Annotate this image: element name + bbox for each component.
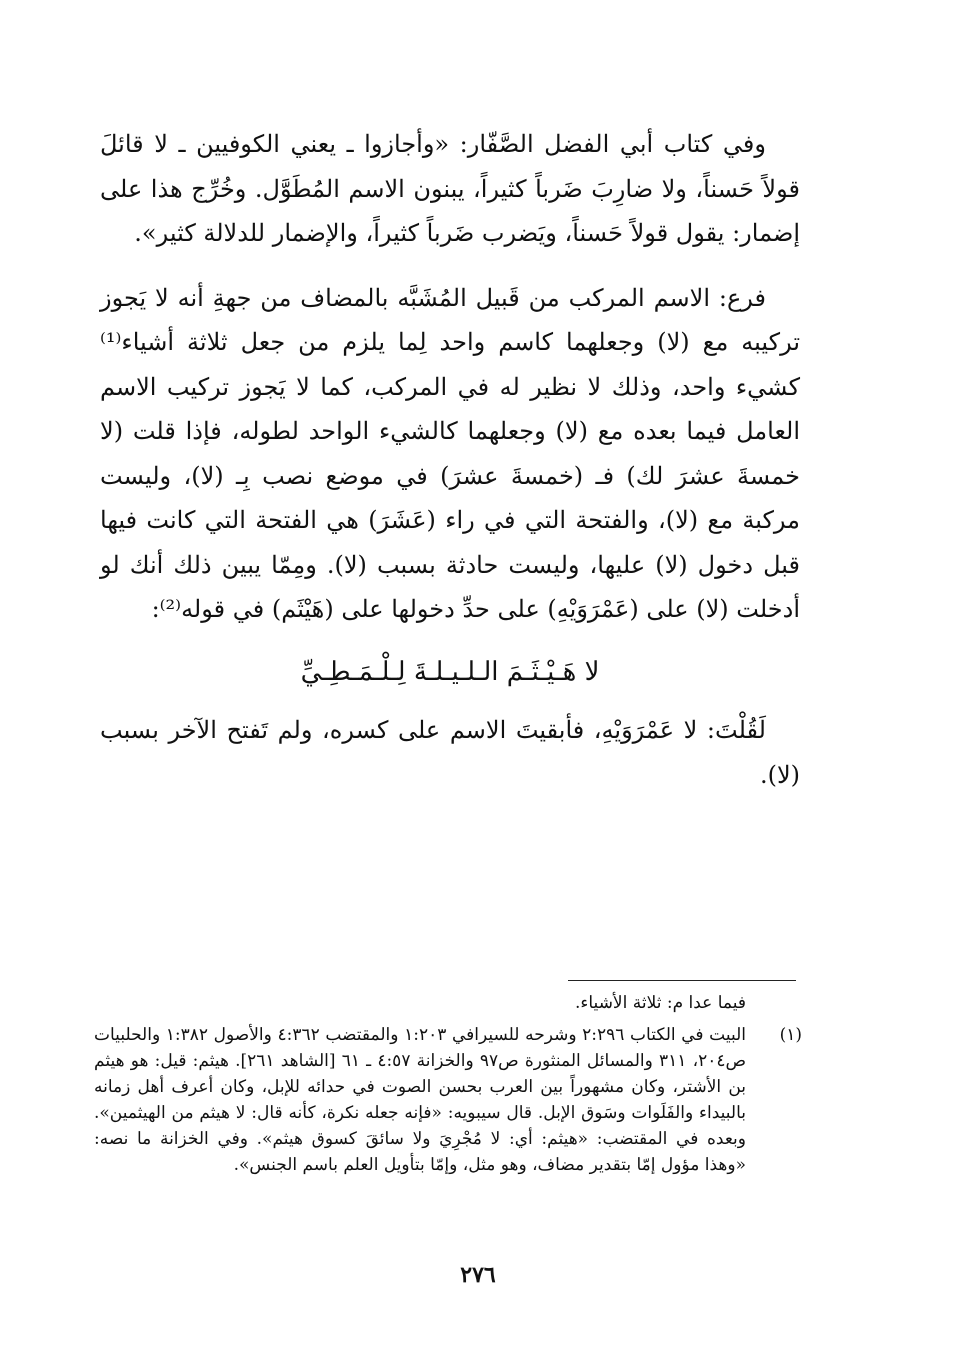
footnotes-section <box>94 990 802 1178</box>
footnote-number: (١) <box>779 1025 802 1045</box>
paragraph-saffar-quote: وفي كتاب أبي الفضل الصَّفّار: «وأجازوا ـ يعني الكوفيين ـ لا قائلَ قولاً حَسناً، ولا ضارِبَ ضَرباً كثيراً، يبنون الاسم المُطَوَّل. وخُرِّج هذا على إضمار: يقول قولاً حَسناً، ويَضرب ضَرباً كثيراً، والإضمار للدلالة كثير». <box>100 130 800 247</box>
paragraph-conclusion: لَقُلْتَ: لا عَمْرَوَيْهِ، فأبقيتَ الاسم على كسره، ولم تَفتح الآخر بسبب (لا). <box>100 716 800 789</box>
poetry-verse: لا هَـيْـثَـمَ الـلـيـلـةَ لِـلْـمَـطِـيِّ <box>300 656 600 687</box>
footnote-item <box>94 1022 802 1178</box>
main-text-block <box>100 122 800 797</box>
footnote-variant-note: فيما عدا م: ثلاثة الأشياء. <box>574 993 746 1013</box>
page-number: ٢٧٦ <box>460 1262 496 1288</box>
paragraph-compound-noun-branch: فرع: الاسم المركب من قَبيل المُشَبَّه بالمضاف من جهةِ أنه لا يَجوز تركيبه مع (لا) وجعلهما كاسم واحد لِما يلزم من جعل ثلاثة أشياء⁽¹⁾ كشيء واحد، وذلك لا نظير له في المركب، كما لا يَجوز تركيب الاسم العامل فيما بعده مع (لا) وجعلهما كالشيء الواحد لطوله، فإذا قلت (لا خمسةَ عشرَ لك) فـ (خمسةَ عشرَ) في موضع نصب بِـ (لا)، وليست مركبة مع (لا)، والفتحة التي في راء (عَشَرَ) هي الفتحة التي كانت فيها قبل دخول (لا) عليها، وليست حادثة بسبب (لا). ومِمّا يبين ذلك أنك لو أدخلت (لا) على (عَمْرَوَيْهِ) على حدِّ دخولها على (هَيْثَم) في قوله⁽²⁾: <box>100 283 800 623</box>
footnote-text: البيت في الكتاب ٢:٢٩٦ وشرحه للسيرافي ١:٢٠٣ والمقتضب ٤:٣٦٢ والأصول ١:٣٨٢ والحلبيات ص٢٠٤، ٣١١ والمسائل المنثورة ص٩٧ والخزانة ٤:٥٧ ـ ٦١ [الشاهد ٢٦١]. هيثم: قيل: هو هيثم بن الأشتر، وكان مشهوراً بين العرب بحسن الصوت في حدائه للإبل، وكان أعرف أهل زمانه بالبيداء والفَلَوات وسَوق الإبل. قال سيبويه: «فإنه جعله نكرة، كأنه قال: لا هيثم من الهيثمين». وبعده في المقتضب: «هيثم: أي: لا مُجْرِيَ ولا سائقَ كسوق هيثم». وفي الخزانة ما نصه: «وهذا مؤول إمّا بتقدير مضاف، وهو مثل، وإمّا بتأويل العلم باسم الجنس». <box>94 1025 747 1175</box>
footnote-separator <box>568 980 796 981</box>
